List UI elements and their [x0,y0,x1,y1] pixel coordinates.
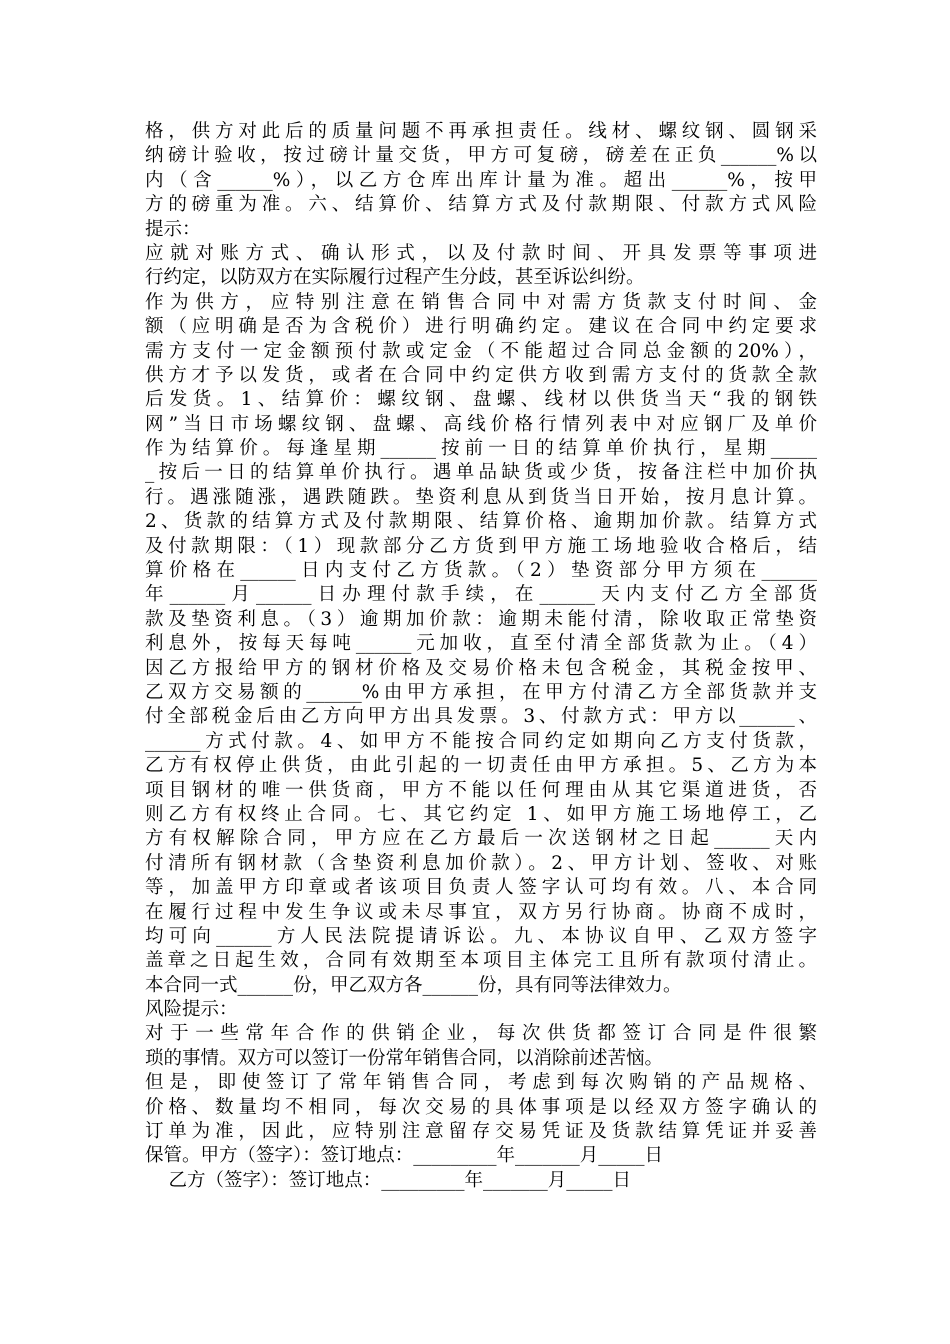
text-line: 等，加盖甲方印章或者该项目负责人签字认可均有效。八、本合同 [145,877,817,899]
text-line: ______方式付款。4、如甲方不能按合同约定如期向乙方支付货款， [145,730,817,752]
text-line: 对于一些常年合作的供销企业，每次供货都签订合同是件很繁 [145,1023,817,1045]
text-line: 算价格在______日内支付乙方货款。（2）垫资部分甲方须在______ [145,560,817,582]
text-line: 本合同一式______份，甲乙双方各______份，具有同等法律效力。 [145,974,682,996]
text-line: 需方支付一定金额预付款或定金（不能超过合同总金额的20%）， [145,340,817,362]
text-line: 网”当日市场螺纹钢、盘螺、高线价格行情列表中对应钢厂及单价 [145,413,817,435]
text-line: 保管。甲方（签字）：签订地点：_________年_______月_____日 [145,1145,664,1167]
text-line: 乙方有权停止供货，由此引起的一切责任由甲方承担。5、乙方为本 [145,755,817,777]
text-line: 方有权解除合同，甲方应在乙方最后一次送钢材之日起______天内 [145,828,817,850]
text-line: 付全部税金后由乙方向甲方出具发票。3、付款方式：甲方以______、 [145,706,817,728]
text-line: 2、货款的结算方式及付款期限、结算价格、逾期加价款。结算方式 [145,511,817,533]
text-line: 行。遇涨随涨，遇跌随跌。垫资利息从到货当日开始，按月息计算。 [145,486,817,508]
text-line: 额（应明确是否为含税价）进行明确约定。建议在合同中约定要求 [145,316,817,338]
text-line: 则乙方有权终止合同。七、其它约定 1、如甲方施工场地停工，乙 [145,803,817,825]
text-line: _按后一日的结算单价执行。遇单品缺货或少货，按备注栏中加价执 [145,462,817,484]
text-line: 琐的事情。双方可以签订一份常年销售合同，以消除前述苦恼。 [145,1047,664,1069]
text-line: 年______月______日办理付款手续，在______天内支付乙方全部货 [145,584,817,606]
text-line: 但是，即使签订了常年销售合同，考虑到每次购销的产品规格、 [145,1072,817,1094]
text-line: 作为供方，应特别注意在销售合同中对需方货款支付时间、金 [145,291,817,313]
text-line: 应就对账方式、确认形式，以及付款时间、开具发票等事项进 [145,242,817,264]
text-line: 作为结算价。每逢星期______按前一日的结算单价执行，星期_____ [145,438,817,460]
text-line: 行约定，以防双方在实际履行过程产生分歧，甚至诉讼纠纷。 [145,267,645,289]
text-line: 订单为准，因此，应特别注意留存交易凭证及货款结算凭证并妥善 [145,1121,817,1143]
text-line: 方的磅重为准。六、结算价、结算方式及付款期限、付款方式风险 [145,194,817,216]
text-line: 乙方（签字）：签订地点：_________年_______月_____日 [145,1169,632,1191]
text-line: 及付款期限：（1）现款部分乙方货到甲方施工场地验收合格后，结 [145,535,817,557]
text-line: 在履行过程中发生争议或未尽事宜，双方另行协商。协商不成时， [145,901,817,923]
text-line: 乙双方交易额的______%由甲方承担，在甲方付清乙方全部货款并支 [145,681,817,703]
text-line: 盖章之日起生效，合同有效期至本项目主体完工且所有款项付清止。 [145,950,817,972]
text-line: 价格、数量均不相同，每次交易的具体事项是以经双方签字确认的 [145,1096,817,1118]
text-line: 因乙方报给甲方的钢材价格及交易价格未包含税金，其税金按甲、 [145,657,817,679]
text-line: 均可向______方人民法院提请诉讼。九、本协议自甲、乙双方签字 [145,925,817,947]
text-line: 格，供方对此后的质量问题不再承担责任。线材、螺纹钢、圆钢采 [145,121,817,142]
text-line: 内（含______%），以乙方仓库出库计量为准。超出______%，按甲 [145,169,817,191]
text-line: 后发货。1、结算价：螺纹钢、盘螺、线材以供货当天“我的钢铁 [145,389,817,411]
text-line: 款及垫资利息。（3）逾期加价款：逾期未能付清，除收取正常垫资 [145,608,817,630]
text-line: 付清所有钢材款（含垫资利息加价款）。2、甲方计划、签收、对账 [145,852,817,874]
contract-body-text [145,120,817,1193]
text-line: 纳磅计验收，按过磅计量交货，甲方可复磅，磅差在正负______%以 [145,145,817,167]
text-line: 项目钢材的唯一供货商，甲方不能以任何理由从其它渠道进货，否 [145,779,817,801]
text-line: 风险提示： [145,999,238,1021]
text-line: 供方才予以发货，或者在合同中约定供方收到需方支付的货款全款 [145,364,817,386]
text-line: 利息外，按每天每吨______元加收，直至付清全部货款为止。（4） [145,633,817,655]
text-line: 提示： [145,218,201,240]
